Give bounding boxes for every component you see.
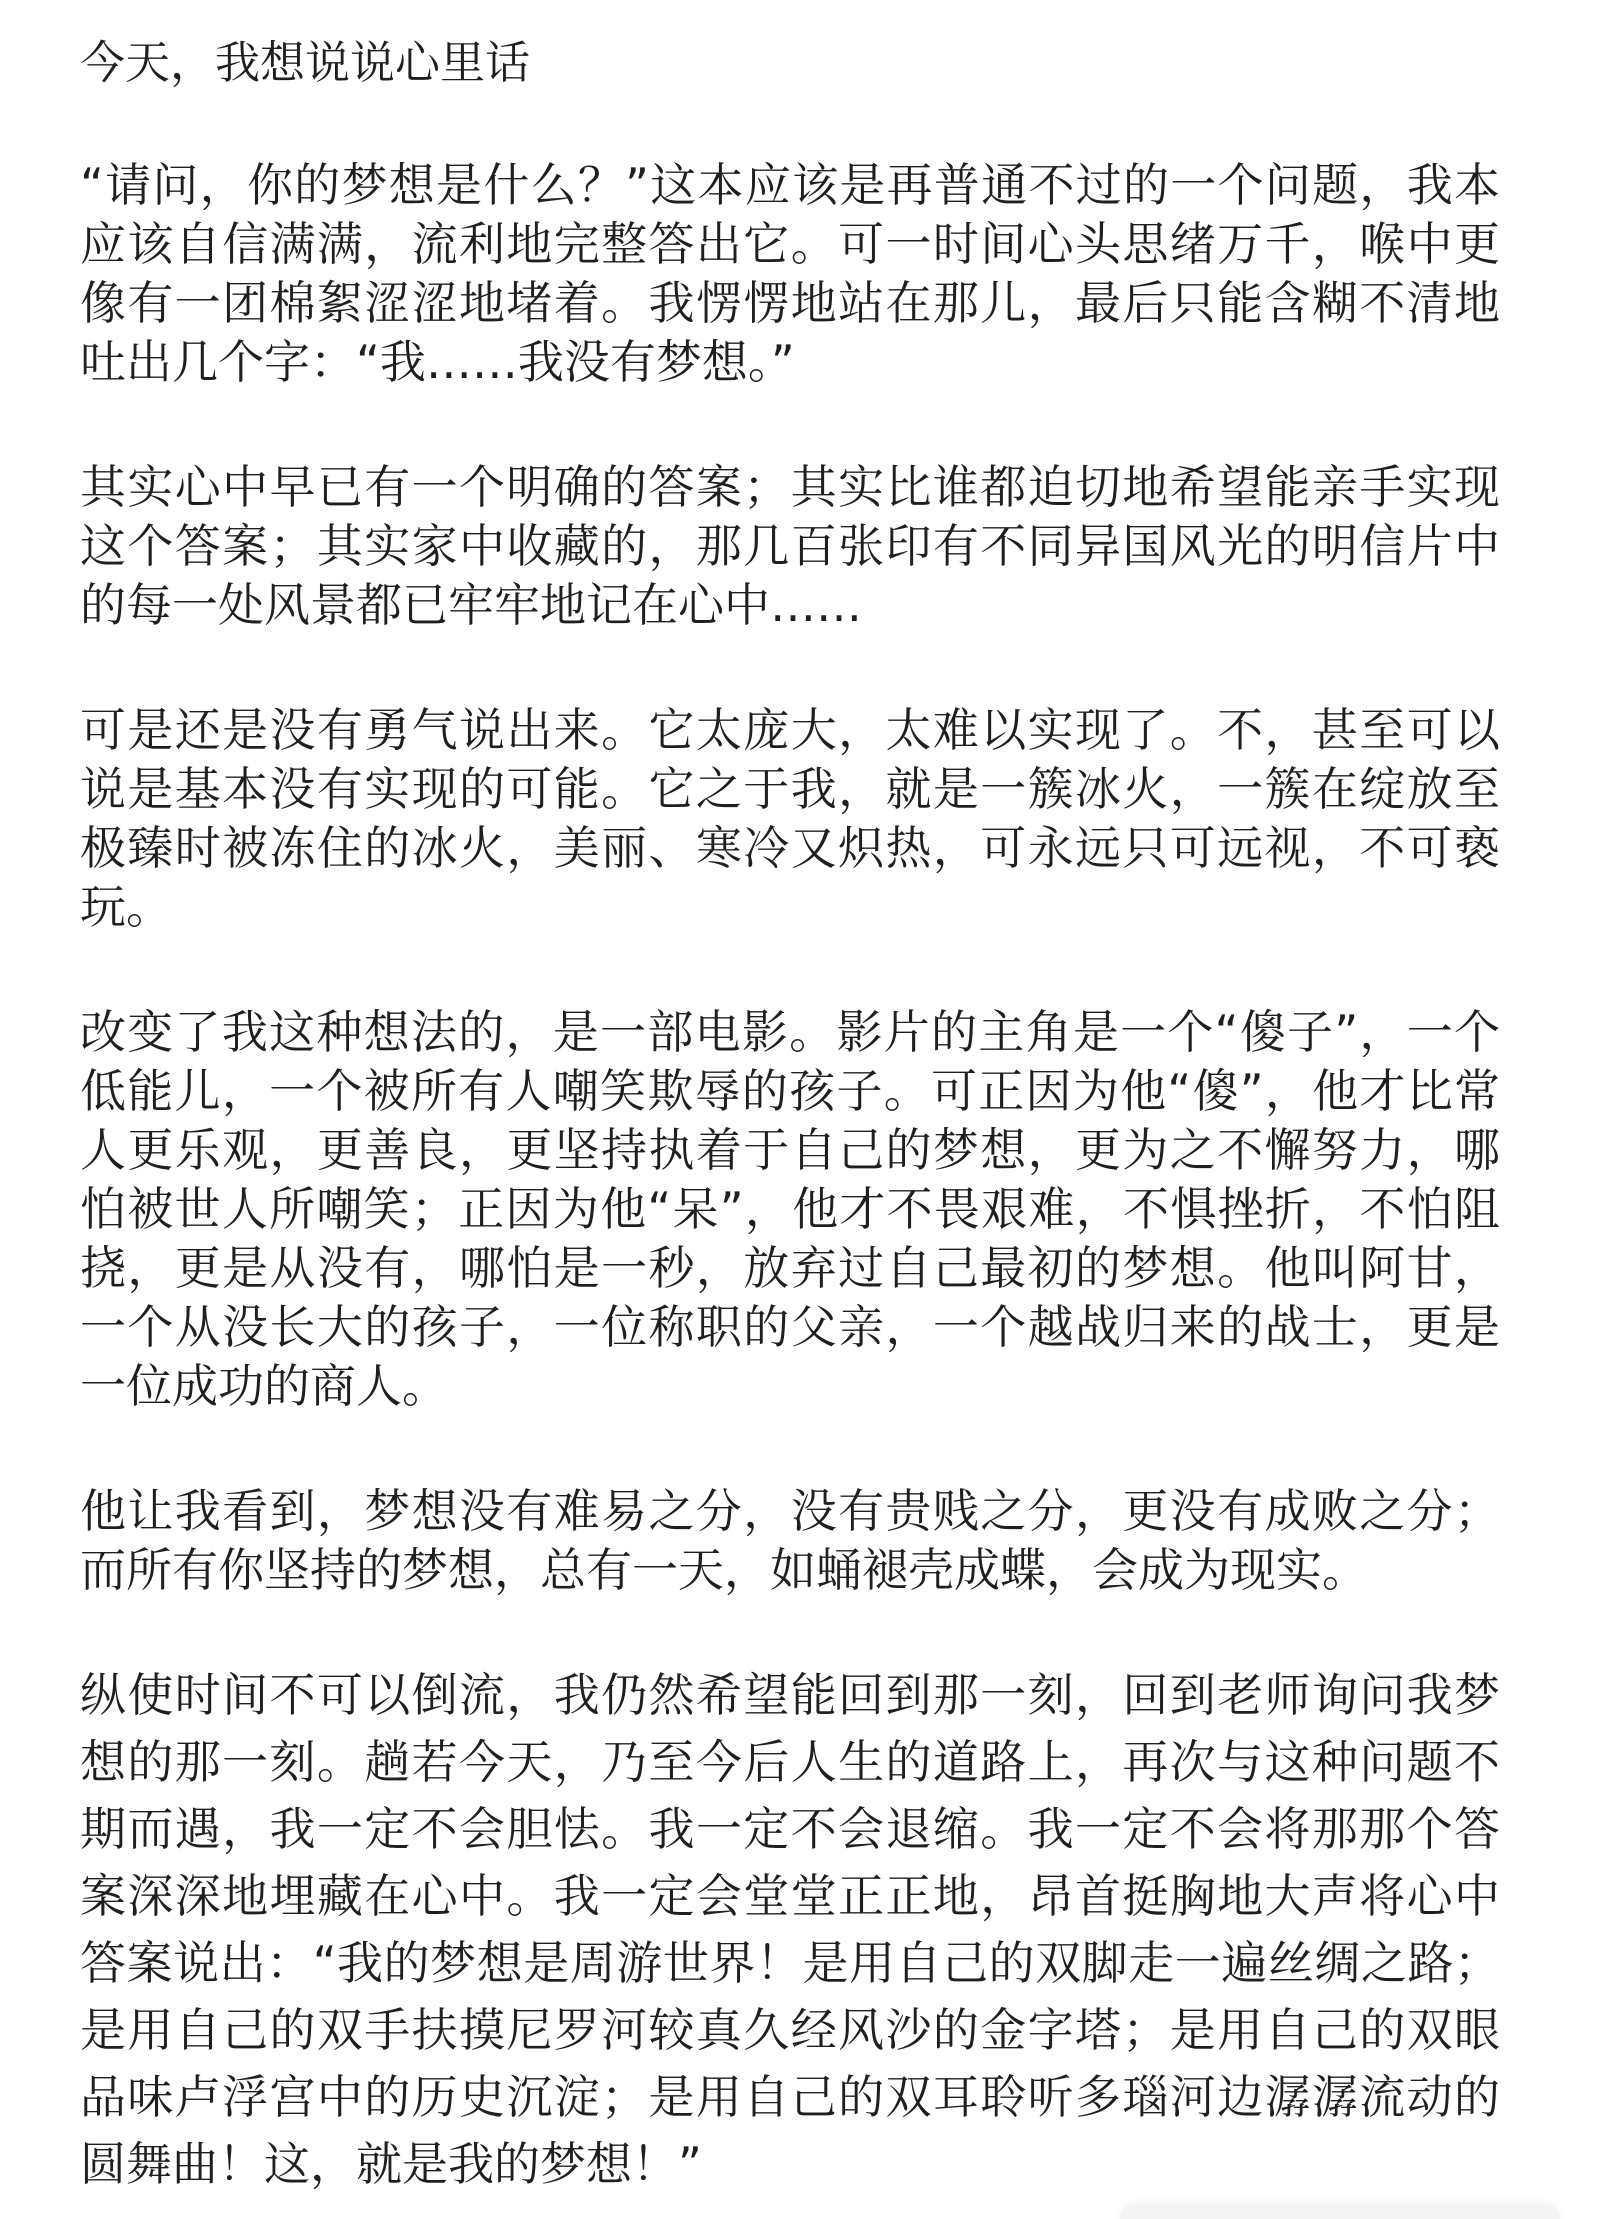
paragraph-6: 纵使时间不可以倒流，我仍然希望能回到那一刻，回到老师询问我梦想的那一刻。趟若今天，乃至今后人生的道路上，再次与这种问题不期而遇，我一定不会胆怯。我一定不会退缩。我一定不会将那那个答案深深地埋藏在心中。我一定会堂堂正正地，昂首挺胸地大声将心中答案说出：“我的梦想是周游世界！是用自己的双脚走一遍丝绸之路；是用自己的双手扶摸尼罗河较真久经风沙的金字塔；是用自己的双眼品味卢浮宫中的历史沉淀；是用自己的双耳聆听多瑙河边潺潺流动的圆舞曲！这，就是我的梦想！” [80,1668,1500,2191]
bottom-toolbar-edge [1120,2205,1560,2219]
paragraph-2: 其实心中早已有一个明确的答案；其实比谁都迫切地希望能亲手实现这个答案；其实家中收藏的，那几百张印有不同异国风光的明信片中的每一处风景都已牢牢地记在心中…… [80,460,1500,632]
paragraph-5: 他让我看到，梦想没有难易之分，没有贵贱之分，更没有成败之分；而所有你坚持的梦想，总有一天，如蛹褪壳成蝶，会成为现实。 [80,1484,1500,1597]
article [80,28,1500,2198]
paragraph-4: 改变了我这种想法的，是一部电影。影片的主角是一个“傻子”，一个低能儿，一个被所有人嘲笑欺辱的孩子。可正因为他“傻”，他才比常人更乐观，更善良，更坚持执着于自己的梦想，更为之不懈努力，哪怕被世人所嘲笑；正因为他“呆”，他才不畏艰难，不惧挫折，不怕阻挠，更是从没有，哪怕是一秒，放弃过自己最初的梦想。他叫阿甘，一个从没长大的孩子，一位称职的父亲，一个越战归来的战士，更是一位成功的商人。 [80,1005,1500,1413]
top-edge-remnant [1225,0,1355,6]
article-title: 今天，我想说说心里话 [80,36,531,89]
paragraph-3: 可是还是没有勇气说出来。它太庞大，太难以实现了。不，甚至可以说是基本没有实现的可能。它之于我，就是一簇冰火，一簇在绽放至极臻时被冻住的冰火，美丽、寒冷又炽热，可永远只可远视，不可亵玩。 [80,703,1500,934]
paragraph-1: “请问，你的梦想是什么？”这本应该是再普通不过的一个问题，我本应该自信满满，流利地完整答出它。可一时间心头思绪万千，喉中更像有一团棉絮涩涩地堵着。我愣愣地站在那儿，最后只能含糊不清地吐出几个字：“我……我没有梦想。” [80,158,1500,389]
